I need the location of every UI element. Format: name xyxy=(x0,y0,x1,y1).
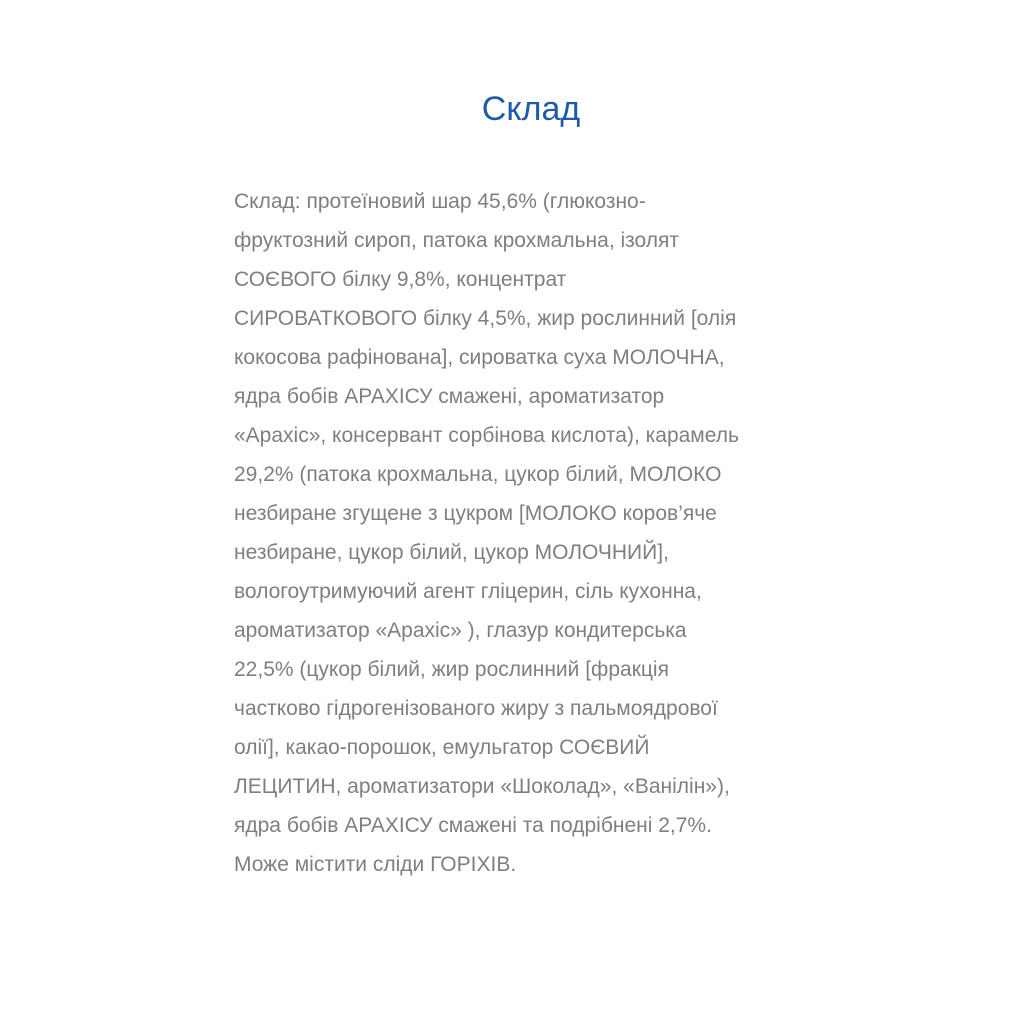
section-title: Склад xyxy=(481,90,581,128)
composition-line: Склад: протеїновий шар 45,6% (глюкозно- xyxy=(234,190,646,213)
composition-line: незбиране, цукор білий, цукор МОЛОЧНИЙ], xyxy=(234,541,669,564)
composition-line: фруктозний сироп, патока крохмальна, ізолят xyxy=(234,229,680,252)
composition-line: незбиране згущене з цукром [МОЛОКО коров’яче xyxy=(234,502,717,525)
composition-line: кокосова рафінована], сироватка суха МОЛОЧНА, xyxy=(234,346,725,369)
composition-line: частково гідрогенізованого жиру з пальмоядрової xyxy=(234,697,718,720)
composition-line: СИРОВАТКОВОГО білку 4,5%, жир рослинний [олія xyxy=(234,307,737,330)
title-container xyxy=(0,90,1024,129)
composition-line: СОЄВОГО білку 9,8%, концентрат xyxy=(234,268,567,291)
composition-line: ядра бобів АРАХІСУ смажені та подрібнені 2,7%. xyxy=(234,814,712,837)
composition-line: 29,2% (патока крохмальна, цукор білий, МОЛОКО xyxy=(234,463,722,486)
composition-line: ЛЕЦИТИН, ароматизатори «Шоколад», «Ванілін»), xyxy=(234,775,730,798)
composition-text xyxy=(234,182,834,884)
composition-line: олії], какао-порошок, емульгатор СОЄВИЙ xyxy=(234,736,650,759)
composition-line: Може містити сліди ГОРІХІВ. xyxy=(234,853,517,876)
composition-line: «Арахіс», консервант сорбінова кислота), карамель xyxy=(234,424,739,447)
composition-line: 22,5% (цукор білий, жир рослинний [фракція xyxy=(234,658,669,681)
composition-line: ароматизатор «Арахіс» ), глазур кондитерська xyxy=(234,619,687,642)
composition-line: ядра бобів АРАХІСУ смажені, ароматизатор xyxy=(234,385,665,408)
composition-line: вологоутримуючий агент гліцерин, сіль кухонна, xyxy=(234,580,702,603)
